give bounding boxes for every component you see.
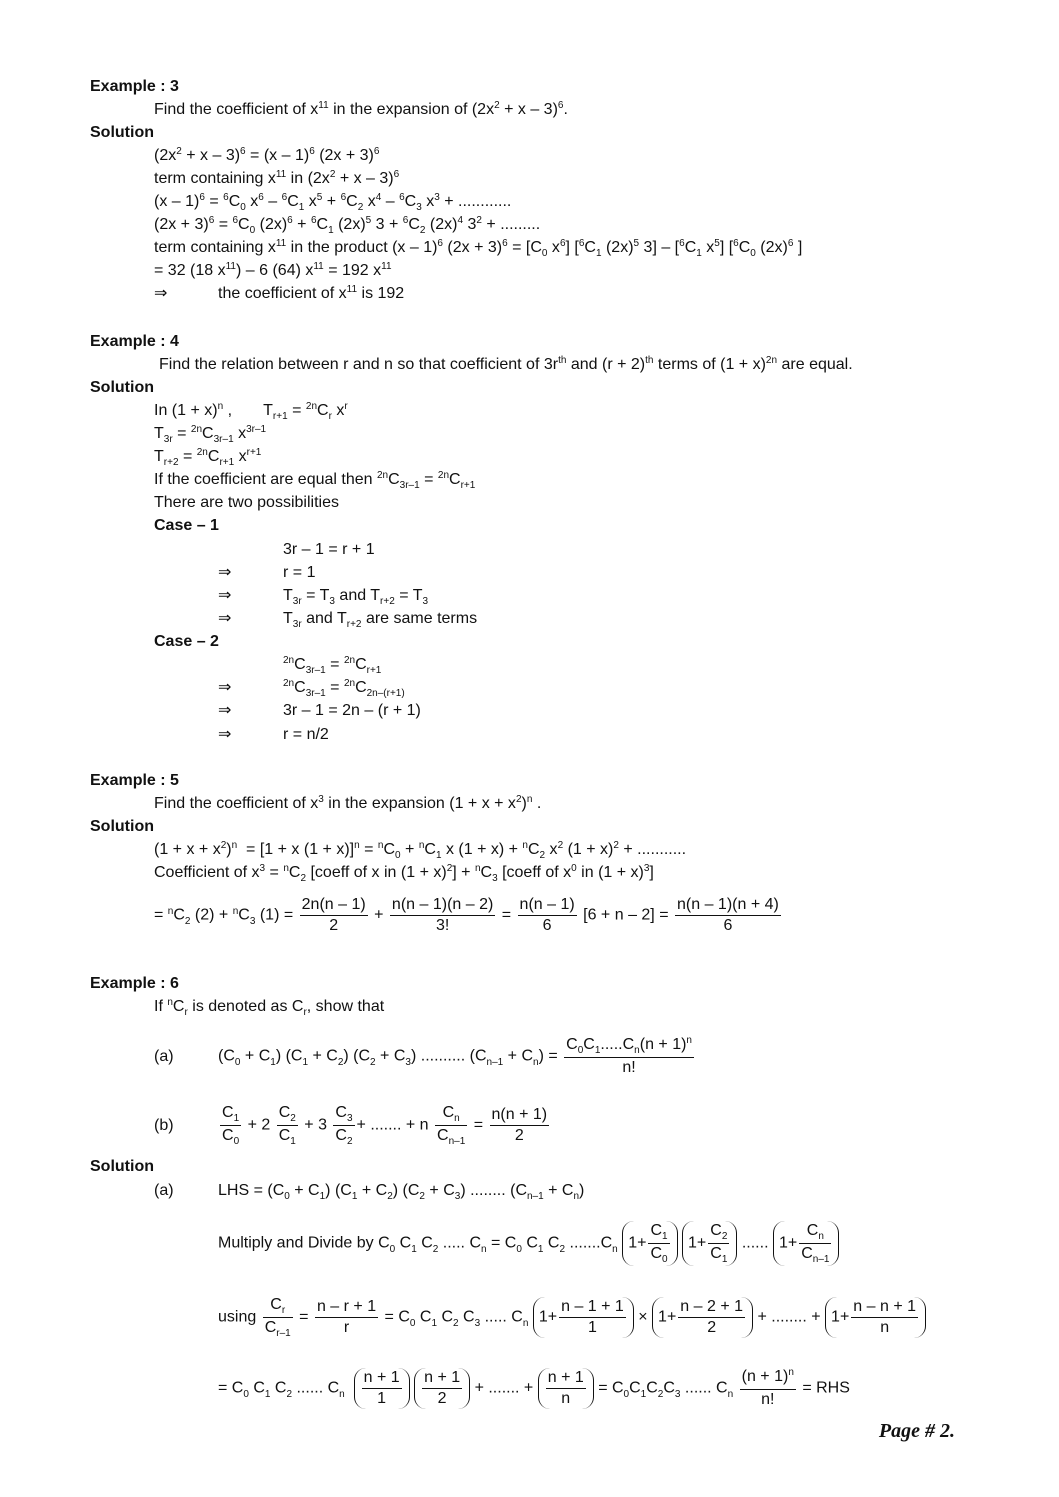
ex4-arrow-5: ⇒ <box>218 702 232 719</box>
ex6-sol-a-label: (a) <box>154 1182 174 1199</box>
ex5-line-3: = $^nC_2$ $(2) + ^nC_3$ (1) = $\frac{2n(n - 1)}{2}$ + $\frac{n(n - 1)(n - 2)}{3!}$ = $\frac{n(n - 1)}{6}$ [6 + n – 2] = $\frac{n(n - 1)(n + 4)}{6}$ <box>154 896 779 934</box>
ex6-sol-final: = $C_0$ $C_1$ $C_2$ ...... $C_n$ $\frac{n + 1}{1}$ $\frac{n + 1}{2}$ + ....... + $\frac{n + 1}{n}$ = $C_0C_1C_2C_3$ ...... $C_n$ $\frac{(n + 1)^n}{n!}$ = RHS <box>218 1367 850 1408</box>
ex5-line-2: Coefficient of $x^3 = ^nC_2$ [coeff of x in $(1 + x)^2] + ^nC_3$ [coeff of $x^0$ in $(1 + x)^3$] <box>154 863 654 884</box>
ex4-case2-line-1: $^{2n}C_{3r-1} = ^{2n}C_{r+1}$ <box>283 655 382 676</box>
ex3-line-5: term containing $x^{11}$ in the product (x – 1)$^6$ $(2x + 3)^6 = [C_0$ $x^6$] [$^6C_1$ $(2x)^5$ $3] - [^6C_1$ $x^5$] [$^6C_0$ $(2x)^6$ ] <box>154 238 803 259</box>
ex4-arrow-6: ⇒ <box>218 726 232 743</box>
example-6-solution-label: Solution <box>90 1158 154 1175</box>
ex6-part-a-expression: $(C_0 + C_1) (C_1 + C_2) (C_2 + C_3)$ .......... $(C_{n-1} + C_n)$ = $\frac{C_0C_1.....C_n(n + 1)^n}{n!}$ <box>218 1035 692 1076</box>
ex6-a-rhs-fraction: $\frac{C_0C_1.....C_n(n + 1)^n}{n!}$ <box>566 1035 692 1076</box>
ex4-case-2: Case – 2 <box>154 633 219 650</box>
ex4-case1-line-1: 3r – 1 = r + 1 <box>283 541 375 558</box>
ex3-line-6: = 32 (18 $x^{11}) - 6$ (64) $x^{11} = 192$ $x^{11}$ <box>154 261 392 279</box>
ex4-case2-line-4: r = n/2 <box>283 726 329 743</box>
ex4-possibilities: There are two possibilities <box>154 494 339 511</box>
example-5-question: Find the coefficient of $x^3$ in the expansion $(1 + x + x^2)^n$ . <box>154 794 542 812</box>
ex4-case2-line-2: $^{2n}C_{3r-1} = ^{2n}C_{2n-(r+1)}$ <box>283 678 405 699</box>
example-3-solution-label: Solution <box>90 124 154 141</box>
ex3-line-7: the coefficient of $x^{11}$ is 192 <box>218 284 405 302</box>
ex5-fraction-2: $\frac{n(n - 1)(n - 2)}{3!}$ <box>391 896 494 934</box>
ex4-arrow-2: ⇒ <box>218 587 232 604</box>
ex6-part-b-label: (b) <box>154 1117 174 1134</box>
example-5-solution-label: Solution <box>90 818 154 835</box>
ex3-line-3: $(x - 1)^6 = ^6C_0$ $x^6 - ^6C_1$ $x^5 + ^6C_2$ $x^4 - ^6C_3$ $x^3$ + ............ <box>154 192 512 213</box>
ex6-part-a-label: (a) <box>154 1048 174 1065</box>
ex3-line-2: term containing $x^{11}$ in $(2x^2 + x - 3)^6$ <box>154 169 400 187</box>
ex4-arrow-4: ⇒ <box>218 679 232 696</box>
ex6-sol-lhs: LHS = $(C_0 + C_1) (C_1 + C_2) (C_2 + C_3)$ ........ $(C_{n-1} + C_n)$ <box>218 1182 585 1202</box>
ex6-sol-using: using $\frac{C_r}{C_{r-1}}$ = $\frac{n - r + 1}{r}$ = $C_0$ $C_1$ $C_2$ $C_3$ ..... $C_n$ 1+ $\frac{n - 1 + 1}{1}$ × 1+ $\frac{n - 2 + 1}{2}$ + ........ + 1+ $\frac{n - n + 1}{n}$ <box>218 1295 926 1340</box>
example-4-solution-label: Solution <box>90 379 154 396</box>
ex4-case-1: Case – 1 <box>154 517 219 534</box>
ex4-arrow-3: ⇒ <box>218 610 232 627</box>
page-number: Page # 2. <box>878 1420 955 1442</box>
example-6-question: If $^nC_r$ is denoted as $C_r$, show that <box>154 997 385 1018</box>
example-5-title: Example : 5 <box>90 772 179 789</box>
ex6-part-b-expression: $\frac{C_1}{C_0}$ + 2 $\frac{C_2}{C_1}$ + 3 $\frac{C_3}{C_2}$ + ....... + n $\frac{C_n}{C_{n-1}}$ = $\frac{n(n + 1)}{2}$ <box>222 1104 548 1147</box>
ex5-fraction-1: $\frac{2n(n - 1)}{2}$ <box>301 896 366 934</box>
example-4-title: Example : 4 <box>90 333 179 350</box>
ex3-line-1: $(2x^2 + x - 3)^6 = (x - 1)^6$ $(2x + 3)^6$ <box>154 146 380 164</box>
ex5-fraction-4: $\frac{n(n - 1)(n + 4)}{6}$ <box>677 896 779 934</box>
example-3-question: Find the coefficient of $x^{11}$ in the expansion of $(2x^2 + x - 3)^6$. <box>154 100 568 118</box>
ex4-line-3: $T_{r+2} = ^{2n}C_{r+1}$ $x^{r+1}$ <box>154 447 262 468</box>
ex6-sol-multiply-divide: Multiply and Divide by $C_0$ $C_1$ $C_2$ ..... $C_n = C_0$ $C_1$ $C_2$ $.......C_n$ 1+ $\frac{C_1}{C_0}$ 1+ $\frac{C_2}{C_1}$ ...... 1+ $\frac{C_n}{C_{n-1}}$ <box>218 1221 839 1266</box>
example-3-title: Example : 3 <box>90 78 179 95</box>
ex3-line-4: $(2x + 3)^6 = ^6C_0$ $(2x)^6 + ^6C_1$ $(2x)^5$ $3 + ^6C_2$ $(2x)^4$ $3^2$ + ......... <box>154 215 541 236</box>
ex5-fraction-3: $\frac{n(n - 1)}{6}$ <box>519 896 575 934</box>
ex3-implies-arrow: ⇒ <box>154 285 168 302</box>
ex4-arrow-1: ⇒ <box>218 564 232 581</box>
ex4-case1-line-4: $T_{3r}$ and $T_{r+2}$ are same terms <box>283 610 478 630</box>
example-6-title: Example : 6 <box>90 975 179 992</box>
ex5-line-1: $(1 + x + x^2)^n = [1 + x$ $(1 + x)]^n = ^nC_0 + ^nC_1$ x $(1 + x) + ^nC_2$ $x^2$ $(1 + x)^2$ + ........... <box>154 840 687 861</box>
ex4-line-2: $T_{3r} = ^{2n}C_{3r-1}$ $x^{3r-1}$ <box>154 424 267 445</box>
ex4-case2-line-3: 3r – 1 = 2n – (r + 1) <box>283 702 421 719</box>
ex4-line-1: In $(1 + x)^n$ , $T_{r+1} = ^{2n}C_r$ $x^r$ <box>154 401 348 422</box>
example-4-question: Find the relation between r and n so that coefficient of $3r^{th}$ and $(r + 2)^{th}$ terms of $(1 + x)^{2n}$ are equal. <box>159 355 853 373</box>
ex4-case1-line-3: $T_{3r} = T_3$ and $T_{r+2} = T_3$ <box>283 587 429 607</box>
ex4-line-4: If the coefficient are equal then $^{2n}C_{3r-1} = ^{2n}C_{r+1}$ <box>154 470 476 491</box>
ex4-case1-line-2: r = 1 <box>283 564 316 581</box>
